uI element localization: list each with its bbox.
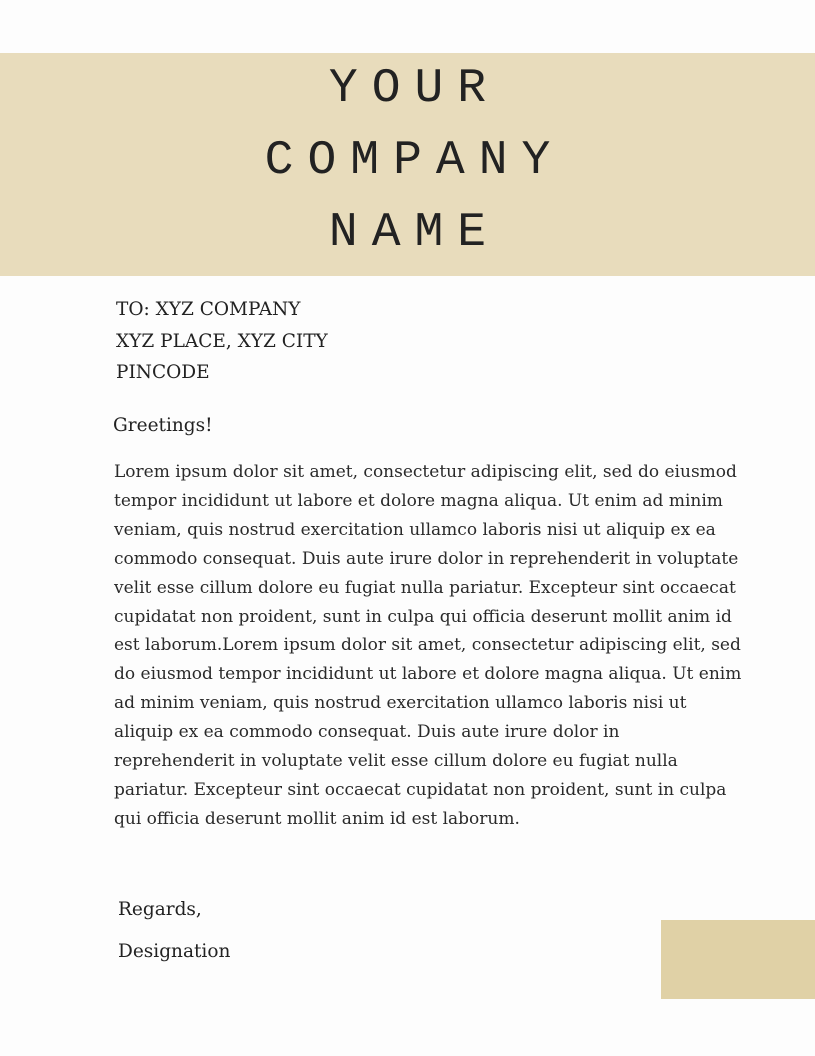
greeting: Greetings!: [113, 415, 213, 436]
company-name-line-1: YOUR: [328, 62, 501, 116]
recipient-line-place: XYZ PLACE, XYZ CITY: [116, 330, 328, 352]
designation: Designation: [118, 941, 231, 962]
closing: Regards,: [118, 899, 202, 920]
company-name: [0, 53, 815, 269]
recipient-line-pincode: PINCODE: [116, 362, 210, 383]
company-name-line-2: COMPANY: [264, 134, 565, 188]
recipient-line-company: TO: XYZ COMPANY: [116, 299, 301, 320]
letter-body: Lorem ipsum dolor sit amet, consectetur adipiscing elit, sed do eiusmod tempor incididunt ut labore et dolore magna aliqua. Ut enim ad minim veniam, quis nostrud exercitation ullamco laboris nisi ut aliquip ex ea commodo consequat. Duis aute irure dolor in reprehenderit in voluptate velit esse cillum dolore eu fugiat nulla pariatur. Excepteur sint occaecat cupidatat non proident, sunt in culpa qui officia deserunt mollit anim id est laborum.Lorem ipsum dolor sit amet, consectetur adipiscing elit, sed do eiusmod tempor incididunt ut labore et dolore magna aliqua. Ut enim ad minim veniam, quis nostrud exercitation ullamco laboris nisi ut aliquip ex ea commodo consequat. Duis aute irure dolor in reprehenderit in voluptate velit esse cillum dolore eu fugiat nulla pariatur. Excepteur sint occaecat cupidatat non proident, sunt in culpa qui officia deserunt mollit anim id est laborum.: [114, 462, 742, 829]
recipient-address: [116, 294, 328, 389]
company-name-line-3: NAME: [328, 206, 501, 260]
decorative-corner-block: [661, 920, 815, 999]
